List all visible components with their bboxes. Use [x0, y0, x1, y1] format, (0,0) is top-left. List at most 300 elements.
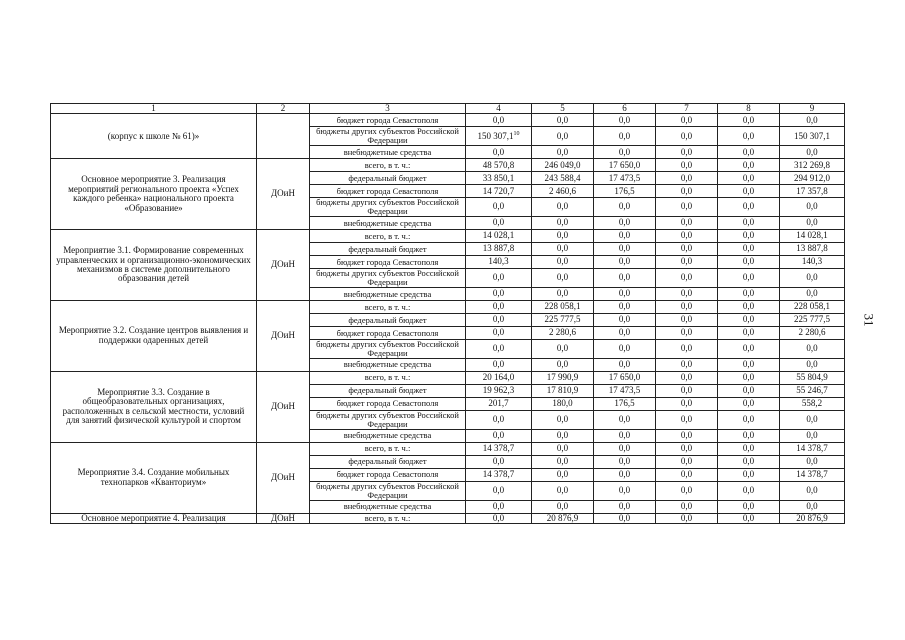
value-cell [780, 269, 845, 288]
value-cell [594, 146, 656, 159]
value-cell [466, 410, 532, 429]
value-cell [656, 429, 718, 442]
value-cell [780, 256, 845, 269]
value-cell [532, 397, 594, 410]
value-cell [532, 230, 594, 243]
value-cell [594, 114, 656, 127]
value-text: 0,0 [492, 314, 505, 325]
value-cell [466, 313, 532, 326]
value-cell [532, 513, 594, 523]
value-text: 0,0 [680, 327, 693, 338]
value-text: 0,0 [492, 114, 505, 125]
table-row [51, 300, 845, 313]
value-text: 0,0 [742, 172, 755, 183]
value-text: 180,0 [552, 398, 573, 409]
value-text: 0,0 [806, 272, 818, 283]
value-text: 17 810,9 [546, 385, 579, 396]
value-cell [656, 146, 718, 159]
value-text: 0,0 [806, 288, 818, 299]
value-cell [532, 384, 594, 397]
value-cell [780, 230, 845, 243]
value-cell [466, 513, 532, 523]
footnote-mark: 10 [513, 131, 520, 138]
value-text: 0,0 [618, 314, 631, 325]
value-text: 17 990,9 [546, 372, 579, 383]
table-row [51, 513, 845, 523]
value-text: 0,0 [806, 500, 818, 511]
value-cell [466, 468, 532, 481]
value-cell [466, 442, 532, 455]
value-cell [594, 198, 656, 217]
value-text: 0,0 [556, 343, 569, 354]
value-cell [656, 410, 718, 429]
value-text: 0,0 [806, 484, 818, 495]
measure-title: Мероприятие 3.1. Формирование современных управленческих и организационно-экономических механизмов в системе дополнительного образования детей [51, 230, 257, 301]
value-cell [780, 468, 845, 481]
value-cell [780, 339, 845, 358]
value-cell [718, 256, 780, 269]
value-cell [718, 230, 780, 243]
value-text: 48 570,8 [482, 159, 515, 170]
value-cell [718, 358, 780, 371]
value-cell [532, 287, 594, 300]
value-text: 0,0 [556, 230, 569, 241]
value-text: 0,0 [742, 372, 755, 383]
value-cell [532, 300, 594, 313]
value-cell [466, 146, 532, 159]
value-cell [656, 326, 718, 339]
value-cell [780, 313, 845, 326]
funding-source: бюджет города Севастополя [310, 468, 466, 481]
value-text: 0,0 [742, 185, 755, 196]
value-cell [718, 172, 780, 185]
value-text: 0,0 [806, 146, 818, 157]
value-cell [532, 256, 594, 269]
value-text: 0,0 [618, 230, 631, 241]
value-cell [718, 313, 780, 326]
value-cell [466, 384, 532, 397]
value-cell [466, 230, 532, 243]
value-text: 0,0 [742, 442, 755, 453]
value-text: 225 777,5 [794, 314, 830, 325]
value-cell [594, 172, 656, 185]
value-cell [718, 481, 780, 500]
value-text: 2 460,6 [549, 185, 576, 196]
value-cell [594, 287, 656, 300]
value-text: 0,0 [680, 414, 693, 425]
value-text: 0,0 [618, 201, 631, 212]
value-text: 246 049,0 [544, 159, 581, 170]
value-cell [718, 468, 780, 481]
value-text: 176,5 [614, 185, 635, 196]
value-text: 17 473,5 [608, 172, 641, 183]
value-cell [656, 384, 718, 397]
value-text: 0,0 [806, 114, 818, 125]
value-text: 0,0 [556, 130, 569, 141]
value-cell [594, 397, 656, 410]
value-cell [594, 410, 656, 429]
value-text: 0,0 [492, 146, 505, 157]
value-cell [656, 172, 718, 185]
value-cell [594, 159, 656, 172]
value-text: 0,0 [492, 455, 505, 466]
value-cell [532, 243, 594, 256]
value-cell [466, 358, 532, 371]
value-text: 0,0 [618, 484, 631, 495]
value-cell [656, 339, 718, 358]
value-text: 55 246,7 [796, 385, 828, 396]
value-cell [594, 269, 656, 288]
value-cell [718, 185, 780, 198]
table-row [51, 371, 845, 384]
value-cell [780, 172, 845, 185]
value-text: 0,0 [556, 442, 569, 453]
value-cell [780, 442, 845, 455]
funding-source: федеральный бюджет [310, 384, 466, 397]
value-cell [780, 217, 845, 230]
value-cell [780, 287, 845, 300]
value-cell [532, 127, 594, 146]
value-text: 0,0 [742, 256, 755, 267]
value-cell [656, 243, 718, 256]
value-cell [656, 159, 718, 172]
table-row [51, 230, 845, 243]
value-text: 0,0 [618, 114, 631, 125]
funding-source: внебюджетные средства [310, 217, 466, 230]
value-cell [466, 500, 532, 513]
value-cell [656, 269, 718, 288]
value-text: 14 378,7 [796, 442, 828, 453]
value-text: 0,0 [680, 130, 693, 141]
value-text: 0,0 [618, 217, 631, 228]
executor-cell: ДОиН [257, 300, 310, 371]
measure-title: Основное мероприятие 3. Реализация мероприятий регионального проекта «Успех каждого ребенка» национального проекта «Образование» [51, 159, 257, 230]
executor-cell: ДОиН [257, 159, 310, 230]
value-text: 0,0 [680, 314, 693, 325]
value-cell [718, 243, 780, 256]
value-cell [656, 185, 718, 198]
value-cell [780, 159, 845, 172]
funding-source: внебюджетные средства [310, 429, 466, 442]
header-cell: 3 [310, 104, 466, 114]
value-text: 0,0 [618, 414, 631, 425]
value-text: 294 912,0 [794, 172, 830, 183]
value-cell [656, 300, 718, 313]
value-text: 0,0 [742, 414, 755, 425]
executor-cell: ДОиН [257, 230, 310, 301]
header-cell: 9 [780, 104, 845, 114]
value-text: 0,0 [680, 201, 693, 212]
value-cell [780, 185, 845, 198]
funding-source: бюджеты других субъектов Российской Федерации [310, 339, 466, 358]
funding-source: всего, в т. ч.: [310, 230, 466, 243]
value-text: 2 280,6 [549, 327, 576, 338]
value-cell [594, 358, 656, 371]
value-cell [780, 114, 845, 127]
value-cell [466, 217, 532, 230]
value-cell [780, 198, 845, 217]
value-text: 0,0 [492, 513, 505, 523]
funding-source: федеральный бюджет [310, 455, 466, 468]
funding-source: бюджеты других субъектов Российской Федерации [310, 269, 466, 288]
value-cell [718, 114, 780, 127]
value-text: 0,0 [742, 343, 755, 354]
executor-cell: ДОиН [257, 513, 310, 523]
header-cell: 6 [594, 104, 656, 114]
value-text: 228 058,1 [544, 301, 581, 312]
value-text: 14 378,7 [796, 468, 828, 479]
value-cell [656, 358, 718, 371]
header-cell: 7 [656, 104, 718, 114]
funding-source: внебюджетные средства [310, 146, 466, 159]
value-text: 0,0 [556, 114, 569, 125]
value-cell [718, 442, 780, 455]
value-text: 0,0 [742, 243, 755, 254]
value-text: 0,0 [806, 455, 818, 466]
value-cell [780, 300, 845, 313]
value-text: 140,3 [488, 256, 509, 267]
value-text: 0,0 [618, 513, 631, 523]
value-cell [780, 358, 845, 371]
value-cell [532, 339, 594, 358]
funding-source: бюджеты других субъектов Российской Федерации [310, 410, 466, 429]
value-text: 0,0 [742, 314, 755, 325]
value-cell [532, 326, 594, 339]
value-cell [594, 481, 656, 500]
value-text: 0,0 [742, 513, 755, 523]
value-cell [718, 217, 780, 230]
value-text: 0,0 [556, 414, 569, 425]
value-text: 55 804,9 [796, 372, 828, 383]
value-text: 0,0 [742, 272, 755, 283]
value-cell [594, 217, 656, 230]
measure-title: Мероприятие 3.2. Создание центров выявления и поддержки одаренных детей [51, 300, 257, 371]
value-cell [532, 429, 594, 442]
funding-source: внебюджетные средства [310, 500, 466, 513]
value-cell [718, 300, 780, 313]
value-text: 0,0 [492, 414, 505, 425]
funding-source: бюджет города Севастополя [310, 397, 466, 410]
value-text: 14 378,7 [482, 442, 515, 453]
value-text: 0,0 [618, 442, 631, 453]
header-cell: 4 [466, 104, 532, 114]
value-text: 0,0 [742, 288, 755, 299]
funding-source: бюджеты других субъектов Российской Федерации [310, 198, 466, 217]
value-text: 0,0 [806, 359, 818, 370]
measure-title: Основное мероприятие 4. Реализация [51, 513, 257, 523]
value-text: 0,0 [680, 217, 693, 228]
value-cell [780, 429, 845, 442]
value-text: 2 280,6 [798, 327, 826, 338]
value-text: 0,0 [492, 484, 505, 495]
funding-source: бюджет города Севастополя [310, 114, 466, 127]
funding-source: бюджеты других субъектов Российской Федерации [310, 127, 466, 146]
value-text: 0,0 [618, 146, 631, 157]
value-cell [594, 442, 656, 455]
value-text: 0,0 [556, 288, 569, 299]
value-text: 0,0 [680, 185, 693, 196]
value-text: 0,0 [680, 429, 693, 440]
value-cell [532, 313, 594, 326]
value-text: 14 028,1 [796, 230, 828, 241]
value-text: 0,0 [742, 398, 755, 409]
value-cell [466, 455, 532, 468]
value-text: 0,0 [492, 343, 505, 354]
value-cell [466, 300, 532, 313]
value-text: 0,0 [806, 201, 818, 212]
funding-source: всего, в т. ч.: [310, 513, 466, 523]
value-text: 0,0 [742, 146, 755, 157]
value-cell [780, 397, 845, 410]
value-text: 0,0 [618, 455, 631, 466]
value-text: 201,7 [488, 398, 509, 409]
header-cell: 8 [718, 104, 780, 114]
value-text: 0,0 [680, 172, 693, 183]
value-cell [466, 269, 532, 288]
value-cell [594, 429, 656, 442]
value-cell [718, 384, 780, 397]
value-text: 14 720,7 [482, 185, 515, 196]
value-cell [594, 313, 656, 326]
value-text: 0,0 [492, 500, 505, 511]
executor-cell [257, 114, 310, 159]
value-text: 0,0 [556, 201, 569, 212]
value-cell [594, 455, 656, 468]
value-cell [532, 358, 594, 371]
value-text: 0,0 [680, 288, 693, 299]
value-text: 0,0 [680, 230, 693, 241]
value-cell [656, 230, 718, 243]
value-cell [532, 410, 594, 429]
value-text: 19 962,3 [482, 385, 515, 396]
header-row [51, 104, 845, 114]
value-cell [466, 481, 532, 500]
value-cell [594, 243, 656, 256]
value-text: 0,0 [742, 130, 755, 141]
value-text: 0,0 [618, 272, 631, 283]
value-text: 0,0 [742, 114, 755, 125]
value-text: 558,2 [801, 398, 823, 409]
value-cell [718, 500, 780, 513]
value-text: 0,0 [680, 272, 693, 283]
value-text: 0,0 [742, 301, 755, 312]
header-cell: 1 [51, 104, 257, 114]
funding-source: всего, в т. ч.: [310, 442, 466, 455]
value-cell [656, 127, 718, 146]
value-text: 0,0 [742, 201, 755, 212]
value-cell [718, 287, 780, 300]
executor-cell: ДОиН [257, 371, 310, 442]
value-text: 0,0 [742, 429, 755, 440]
header-cell: 5 [532, 104, 594, 114]
value-cell [656, 287, 718, 300]
value-cell [466, 172, 532, 185]
value-text: 0,0 [492, 429, 505, 440]
value-cell [656, 442, 718, 455]
value-text: 0,0 [556, 243, 569, 254]
value-cell [532, 468, 594, 481]
budget-table [50, 103, 845, 524]
value-cell [718, 410, 780, 429]
value-text: 0,0 [680, 343, 693, 354]
value-text: 0,0 [492, 359, 505, 370]
value-cell [656, 198, 718, 217]
value-text: 243 588,4 [544, 172, 581, 183]
value-cell [594, 468, 656, 481]
value-cell [718, 159, 780, 172]
value-text: 0,0 [618, 130, 631, 141]
value-cell [594, 326, 656, 339]
value-text: 0,0 [492, 201, 505, 212]
value-text: 0,0 [680, 256, 693, 267]
value-cell [718, 429, 780, 442]
table-body [51, 104, 845, 524]
value-cell [656, 455, 718, 468]
value-cell [594, 185, 656, 198]
value-cell [594, 256, 656, 269]
value-cell [532, 500, 594, 513]
value-text: 0,0 [742, 468, 755, 479]
value-cell [466, 198, 532, 217]
funding-source: внебюджетные средства [310, 358, 466, 371]
value-cell [594, 384, 656, 397]
value-cell [718, 326, 780, 339]
value-cell [718, 198, 780, 217]
value-text: 0,0 [806, 217, 818, 228]
value-cell [532, 114, 594, 127]
value-cell [594, 127, 656, 146]
value-cell [656, 371, 718, 384]
funding-source: федеральный бюджет [310, 172, 466, 185]
value-cell [466, 429, 532, 442]
value-cell [656, 397, 718, 410]
value-cell [466, 185, 532, 198]
value-cell [780, 513, 845, 523]
value-text: 0,0 [618, 243, 631, 254]
value-text: 0,0 [618, 288, 631, 299]
value-text: 0,0 [680, 442, 693, 453]
continued-title: (корпус к школе № 61)» [51, 114, 257, 159]
value-text: 17 357,8 [796, 185, 828, 196]
value-cell [466, 114, 532, 127]
value-text: 0,0 [556, 217, 569, 228]
value-text: 13 887,8 [796, 243, 828, 254]
value-cell [780, 481, 845, 500]
value-text: 14 378,7 [482, 468, 515, 479]
value-cell [780, 326, 845, 339]
value-text: 0,0 [618, 301, 631, 312]
value-text: 0,0 [680, 513, 693, 523]
funding-source: федеральный бюджет [310, 313, 466, 326]
value-text: 14 028,1 [482, 230, 515, 241]
value-cell [466, 339, 532, 358]
funding-source: бюджеты других субъектов Российской Федерации [310, 481, 466, 500]
value-cell [718, 339, 780, 358]
value-text: 0,0 [680, 385, 693, 396]
value-text: 0,0 [556, 468, 569, 479]
value-cell [594, 230, 656, 243]
value-cell [594, 371, 656, 384]
value-cell [594, 513, 656, 523]
value-cell [594, 500, 656, 513]
value-text: 20 876,9 [546, 513, 579, 523]
value-cell [656, 256, 718, 269]
value-text: 0,0 [556, 272, 569, 283]
value-cell [718, 513, 780, 523]
value-cell [656, 500, 718, 513]
value-cell [532, 159, 594, 172]
value-text: 0,0 [680, 243, 693, 254]
